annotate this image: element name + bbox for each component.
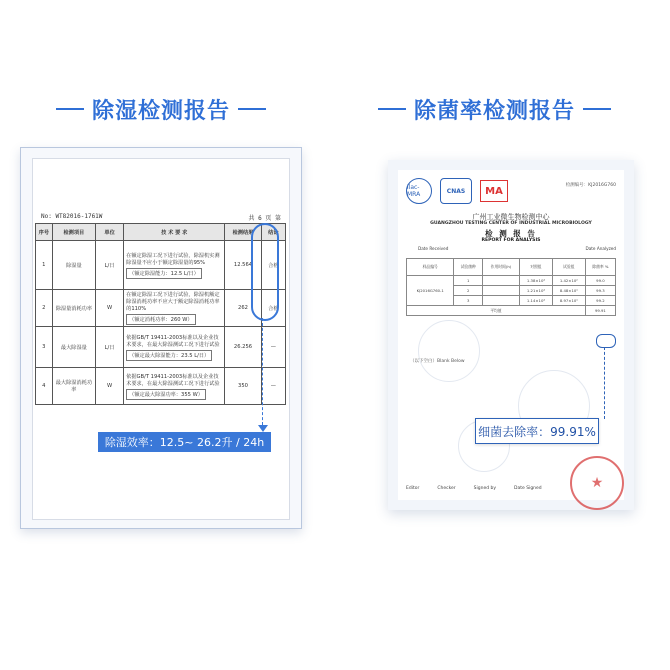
cell-avg-label: 平均值 bbox=[407, 306, 586, 316]
cma-logo-icon: MA bbox=[480, 180, 508, 202]
cell-no: 1 bbox=[36, 241, 53, 290]
col-header: 作用时间(h) bbox=[482, 259, 519, 276]
table-row-average bbox=[407, 306, 616, 316]
cell-no: 1 bbox=[454, 276, 483, 286]
bacteria-table-wrap bbox=[406, 258, 616, 316]
report-dates bbox=[418, 246, 616, 251]
sig-label: Signed by bbox=[473, 486, 497, 491]
watermark bbox=[418, 320, 480, 382]
bacteria-results-table bbox=[406, 258, 616, 316]
org-name-cn: 广州工业微生物检测中心 bbox=[472, 213, 550, 221]
cell-item: 除湿量 bbox=[52, 241, 95, 290]
test-results-table bbox=[35, 223, 286, 405]
cell-control: 1.21×10⁴ bbox=[519, 286, 552, 296]
table-row bbox=[36, 241, 286, 290]
report-number: 检测编号：KJ2016G760 bbox=[565, 183, 616, 188]
cell-test: 8.48×10¹ bbox=[552, 286, 585, 296]
requirement-text: 在额定除湿工况下进行试验，除湿机实测除湿量不应小于额定除湿量的95% bbox=[126, 252, 220, 266]
cell-rate: 99.2 bbox=[585, 296, 615, 306]
col-header: 技 术 要 求 bbox=[124, 224, 225, 241]
title-dash-right bbox=[238, 108, 266, 110]
cell-result: 350 bbox=[225, 368, 261, 405]
requirement-rating: （额定消耗功率：260 W） bbox=[126, 314, 195, 325]
table-row bbox=[36, 327, 286, 368]
cell-verdict: — bbox=[261, 327, 285, 368]
col-header: 试验菌种 bbox=[454, 259, 483, 276]
date-received: Date Received bbox=[418, 246, 449, 251]
cell-no: 2 bbox=[454, 286, 483, 296]
title-dash-left bbox=[56, 108, 84, 110]
cell-result: 12.564 bbox=[225, 241, 261, 290]
cell-no: 3 bbox=[454, 296, 483, 306]
sig-label: Checker bbox=[437, 486, 456, 491]
cell-no: 2 bbox=[36, 290, 53, 327]
cell-avg-value: 99.91 bbox=[585, 306, 615, 316]
requirement-text: 在额定除湿工况下进行试验，除湿机额定除湿消耗功率不应大于额定除湿消耗功率的110% bbox=[126, 292, 220, 312]
cell-unit: W bbox=[96, 368, 124, 405]
report-header bbox=[41, 213, 281, 222]
col-header: 检测结果 bbox=[225, 224, 261, 241]
requirement-rating: （额定除湿能力：12.5 L/日） bbox=[126, 268, 202, 279]
col-header: 对照组 bbox=[519, 259, 552, 276]
col-header: 单位 bbox=[96, 224, 124, 241]
cell-item: 除湿量消耗功率 bbox=[52, 290, 95, 327]
cell-sample-id: KJ2016G760-1 bbox=[407, 276, 454, 306]
highlight-connector-line bbox=[262, 318, 264, 430]
cell-requirement bbox=[124, 327, 225, 368]
cell-item: 最大除湿消耗功率 bbox=[52, 368, 95, 405]
page-number: 共 6 页 第 bbox=[248, 215, 281, 222]
verdict-highlight-oval bbox=[251, 223, 279, 321]
cell-control: 1.14×10⁴ bbox=[519, 296, 552, 306]
dehumidify-efficiency-banner: 除湿效率：12.5~ 26.2升 / 24h bbox=[98, 432, 271, 452]
accreditation-logos bbox=[406, 178, 508, 204]
col-header: 除菌率 % bbox=[585, 259, 615, 276]
sterilization-report-title bbox=[370, 96, 619, 122]
cell-requirement bbox=[124, 290, 225, 327]
official-seal-icon bbox=[570, 456, 624, 510]
dehumidify-report-document bbox=[32, 158, 290, 520]
cell-verdict: — bbox=[261, 368, 285, 405]
cell-verdict: 合格 bbox=[261, 241, 285, 290]
cell-rate: 99.3 bbox=[585, 286, 615, 296]
table-row bbox=[407, 276, 616, 286]
seal-star-icon: ★ bbox=[590, 475, 604, 491]
sig-label: Date Signed bbox=[514, 486, 542, 491]
table-row bbox=[36, 368, 286, 405]
cell-result: 26.256 bbox=[225, 327, 261, 368]
cell-unit: L/日 bbox=[96, 327, 124, 368]
cell-verdict: 合格 bbox=[261, 290, 285, 327]
col-header: 试验组 bbox=[552, 259, 585, 276]
cell-unit: L/日 bbox=[96, 241, 124, 290]
requirement-rating: （额定最大除湿能力：23.5 L/日） bbox=[126, 350, 212, 361]
requirement-text: 依据GB/T 19411-2003标准以及企业技术要求，在最大除湿测试工况下进行试验 bbox=[126, 334, 220, 348]
title-dash-left bbox=[378, 108, 406, 110]
cell-empty bbox=[482, 276, 519, 286]
table-row bbox=[36, 290, 286, 327]
sterilization-report-document bbox=[398, 170, 624, 500]
cell-requirement bbox=[124, 241, 225, 290]
rate-highlight-oval bbox=[596, 334, 616, 348]
cell-control: 1.38×10⁴ bbox=[519, 276, 552, 286]
table-header-row bbox=[36, 224, 286, 241]
dehumidify-title-text: 除湿检测报告 bbox=[92, 98, 231, 124]
cnas-logo-icon: CNAS bbox=[440, 178, 472, 204]
highlight-connector-line bbox=[604, 347, 606, 419]
report-number: No: WT82016-1761W bbox=[41, 213, 103, 220]
bacteria-removal-banner: 细菌去除率：99.91% bbox=[475, 418, 599, 444]
col-header: 序号 bbox=[36, 224, 53, 241]
cell-rate: 99.0 bbox=[585, 276, 615, 286]
requirement-rating: （额定最大除湿功率：355 W） bbox=[126, 389, 206, 400]
cell-empty bbox=[482, 286, 519, 296]
cell-item: 最大除湿量 bbox=[52, 327, 95, 368]
cell-no: 4 bbox=[36, 368, 53, 405]
org-name-en: GUANGZHOU TESTING CENTER OF INDUSTRIAL MICROBIOLOGY bbox=[430, 221, 592, 226]
sig-label: Editor bbox=[406, 486, 420, 491]
report-title-cn: 检 测 报 告 bbox=[485, 229, 537, 238]
cell-unit: W bbox=[96, 290, 124, 327]
table-header-row bbox=[407, 259, 616, 276]
cell-test: 1.42×10² bbox=[552, 276, 585, 286]
report-title-en: REPORT FOR ANALYSIS bbox=[481, 238, 541, 243]
cell-empty bbox=[482, 296, 519, 306]
col-header: 检测项目 bbox=[52, 224, 95, 241]
cell-result: 262 bbox=[225, 290, 261, 327]
date-analyzed: Date Analyzed bbox=[585, 246, 616, 251]
cell-no: 3 bbox=[36, 327, 53, 368]
col-header: 样品编号 bbox=[407, 259, 454, 276]
title-dash-right bbox=[583, 108, 611, 110]
dehumidify-report-title bbox=[48, 96, 274, 122]
cell-test: 8.97×10¹ bbox=[552, 296, 585, 306]
requirement-text: 依据GB/T 19411-2003标准以及企业技术要求，在最大除湿测试工况下进行试验 bbox=[126, 373, 220, 387]
col-header: 结论 bbox=[261, 224, 285, 241]
cell-requirement bbox=[124, 368, 225, 405]
ilac-logo-icon: ilac-MRA bbox=[406, 178, 432, 204]
arrow-down-icon bbox=[258, 425, 268, 432]
sterilization-title-text: 除菌率检测报告 bbox=[414, 98, 576, 124]
blank-below-note: （以下空白）Blank Below bbox=[410, 359, 465, 364]
